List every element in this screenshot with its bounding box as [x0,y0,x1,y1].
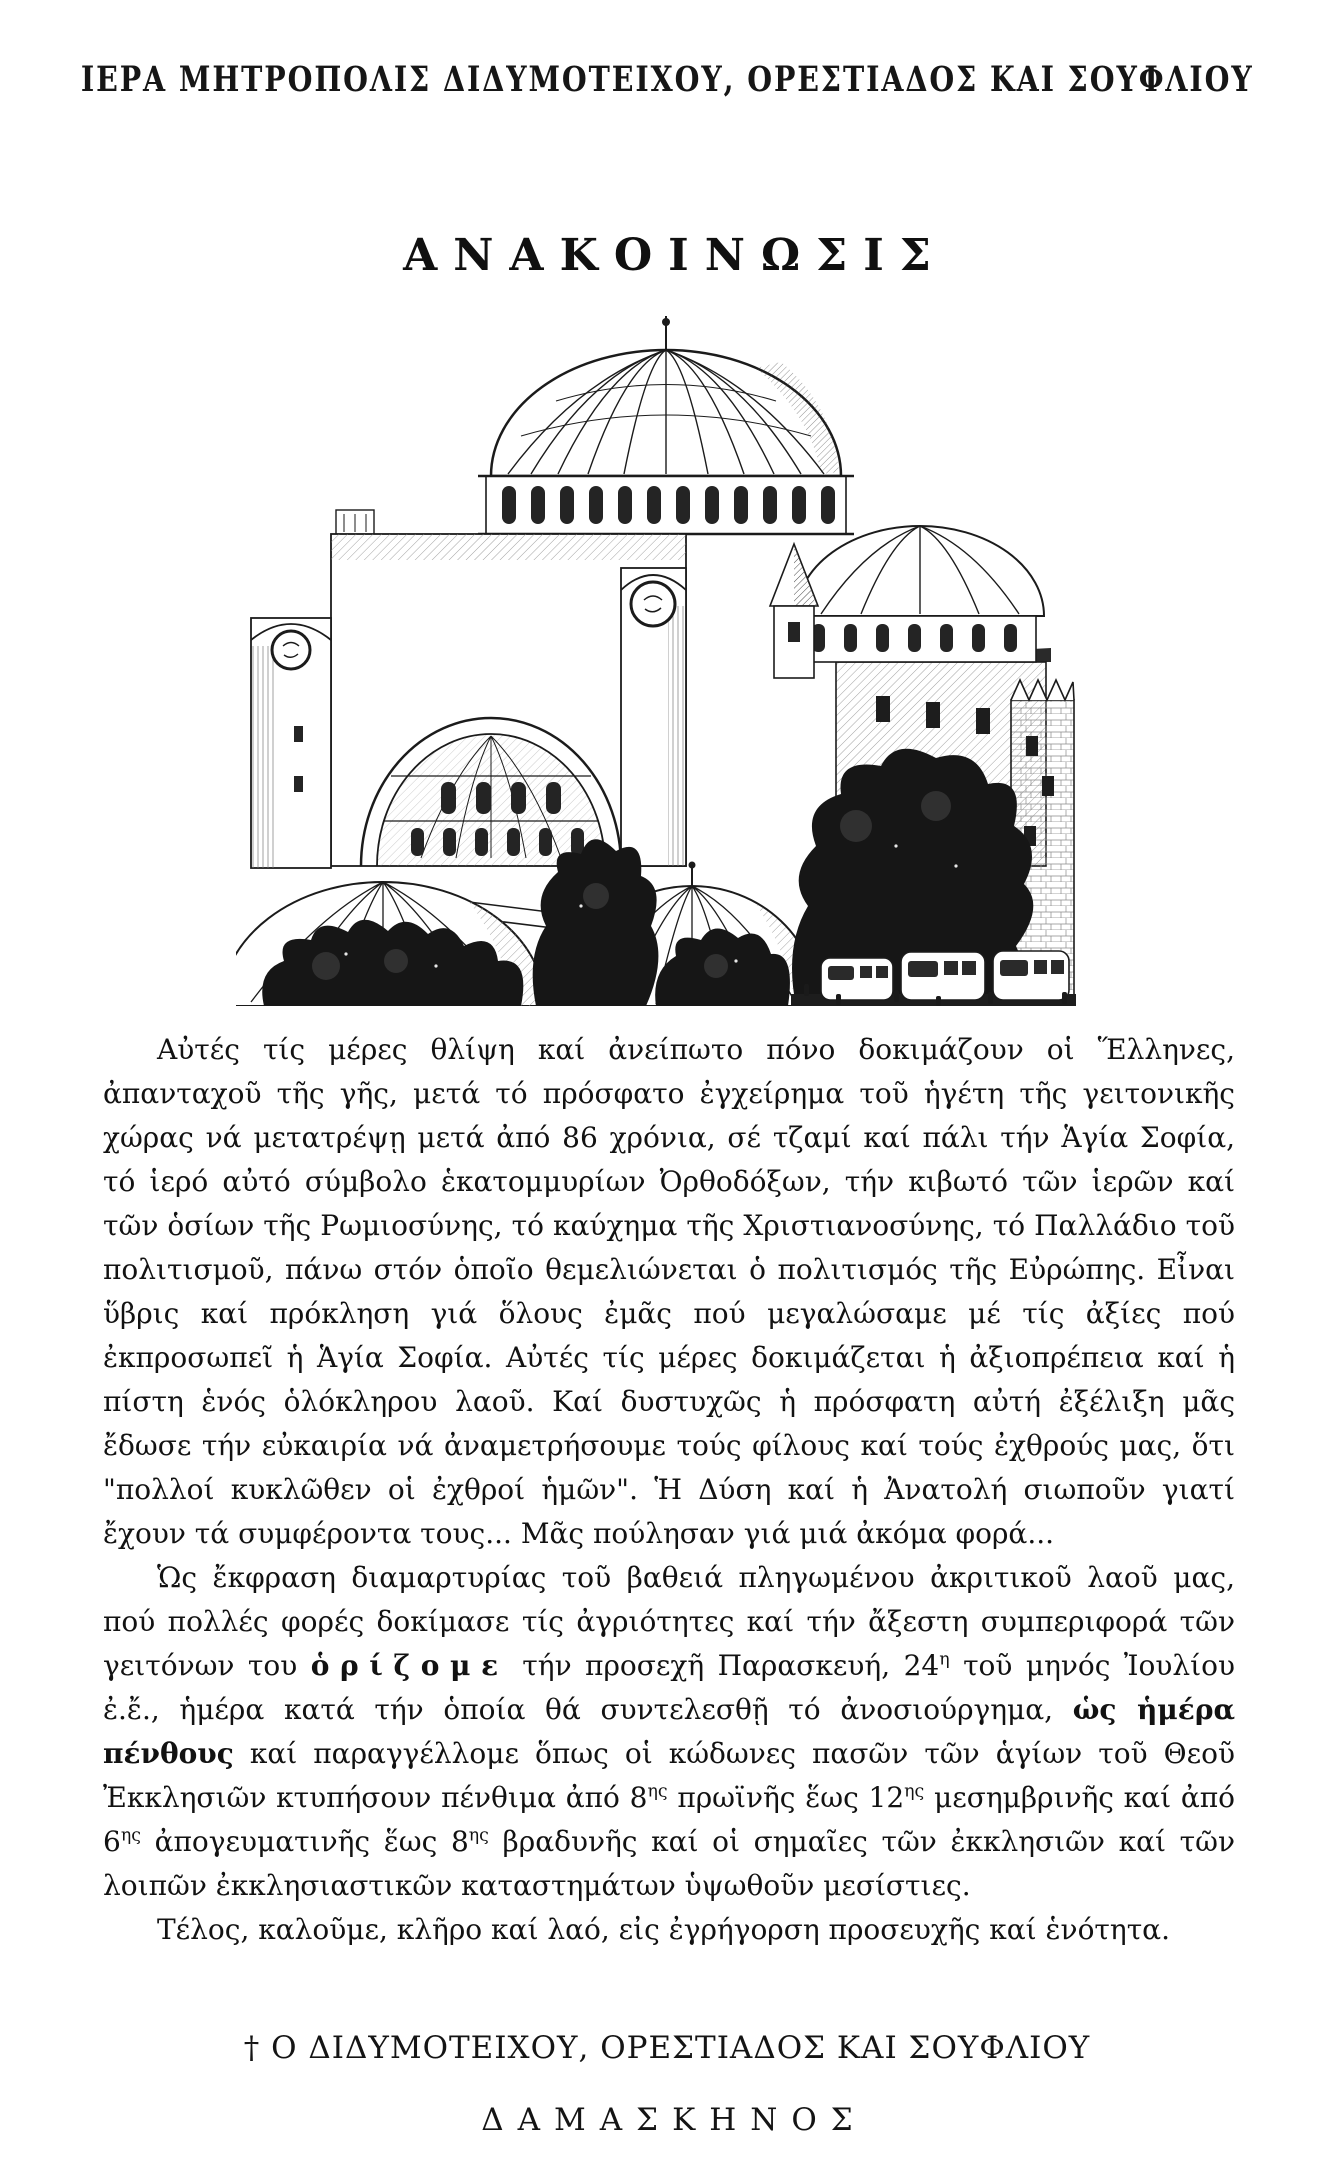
body-text-segment: ἀπογευματινῆς ἕως 8 [140,1825,469,1858]
superscript-ordinal: ης [120,1825,141,1846]
superscript-ordinal: ης [468,1825,489,1846]
hagia-sophia-illustration [236,306,1076,1006]
metropolis-letterhead [0,60,1334,100]
body-text-segment: Ὡς ἔκφραση διαμαρτυρίας τοῦ βαθειά πληγωμένου ἀκριτικοῦ λαοῦ μας, πού πολλές φορές δοκίμασε τίς ἀγριότητες καί τήν ἄξεστη συμπεριφορά τῶν γειτόνων του [103,1561,1235,1682]
signature-name: ΔΑΜΑΣΚΗΝΟΣ [481,2102,867,2138]
dome-drum [478,476,854,534]
body-paragraph [103,1028,1235,1556]
west-facade [251,510,686,868]
main-dome [491,316,841,476]
emphasis-text: ὁρίζομε [310,1649,509,1682]
body-text-segment: καί παραγγέλλομε ὅπως οἱ κώδωνες πασῶν τῶν ἁγίων τοῦ Θεοῦ Ἐκκλησιῶν κτυπήσουν πένθιμα ἀπό 8 [103,1737,1235,1814]
body-text-segment: Τέλος, καλοῦμε, κλῆρο καί λαό, εἰς ἐγρήγορση προσευχῆς καί ἑνότητα. [157,1913,1170,1946]
hagia-sophia-engraving-svg [236,306,1076,1006]
superscript-ordinal: ης [647,1781,668,1802]
superscript-ordinal: η [939,1649,950,1670]
body-paragraph [103,1556,1235,1908]
signature-title: † Ο ΔΙΔΥΜΟΤΕΙΧΟΥ, ΟΡΕΣΤΙΑΔΟΣ ΚΑΙ ΣΟΥΦΛΙΟΥ [243,2030,1091,2066]
metropolis-letterhead-text: ΙΕΡΑ ΜΗΤΡΟΠΟΛΙΣ ΔΙΔΥΜΟΤΕΙΧΟΥ, ΟΡΕΣΤΙΑΔΟΣ ΚΑΙ ΣΟΥΦΛΙΟΥ [80,60,1254,100]
body-text-segment: πρωϊνῆς ἕως 12 [667,1781,905,1814]
body-text-segment: βραδυνῆς καί οἱ σημαῖες τῶν ἐκκλησιῶν καί τῶν λοιπῶν ἐκκλησιαστικῶν καταστημάτων ὑψωθοῦν μεσίστιες. [103,1825,1235,1902]
body-text-segment: μεσημβρινῆς καί ἀπό 6 [103,1781,1235,1858]
emphasis-text: ὡς ἡμέρα πένθους [103,1693,1235,1770]
buses-and-crowd [791,951,1076,1006]
announcement-title: ΑΝΑΚΟΙΝΩΣΙΣ [403,230,947,281]
announcement-body [103,1028,1235,1952]
superscript-ordinal: ης [904,1781,925,1802]
body-text-segment: τήν προσεχῆ Παρασκευή, 24 [508,1649,940,1682]
body-paragraph [103,1908,1235,1952]
body-text-segment: τοῦ μηνός Ἰουλίου ἐ.ἔ., ἡμέρα κατά τήν ὁποία θά συντελεσθῇ τό ἀνοσιούργημα, [103,1649,1235,1726]
body-text-segment: Αὐτές τίς μέρες θλίψη καί ἀνείπωτο πόνο δοκιμάζουν οἱ Ἕλληνες, ἀπανταχοῦ τῆς γῆς, μετά τό πρόσφατο ἐγχείρημα τοῦ ἡγέτη τῆς γειτονικῆς χώρας νά μετατρέψῃ μετά ἀπό 86 χρόνια, σέ τζαμί καί πάλι τήν Ἁγία Σοφία, τό ἱερό αὐτό σύμβολο ἑκατομμυρίων Ὀρθοδόξων, τήν κιβωτό τῶν ἱερῶν καί τῶν ὁσίων τῆς Ρωμιοσύνης, τό καύχημα τῆς Χριστιανοσύνης, τό Παλλάδιο τοῦ πολιτισμοῦ, πάνω στόν ὁποῖο θεμελιώνεται ὁ πολιτισμός τῆς Εὐρώπης. Εἶναι ὕβρις καί πρόκληση γιά ὅλους ἐμᾶς πού μεγαλώσαμε μέ τίς ἀξίες πού ἐκπροσωπεῖ ἡ Ἁγία Σοφία. Αὐτές τίς μέρες δοκιμάζεται ἡ ἀξιοπρέπεια καί ἡ πίστη ἑνός ὁλόκληρου λαοῦ. Καί δυστυχῶς ἡ πρόσφατη αὐτή ἐξέλιξη μᾶς ἔδωσε τήν εὐκαιρία νά ἀναμετρήσουμε τούς φίλους καί τούς ἐχθρούς μας, ὅτι "πολλοί κυκλῶθεν οἱ ἐχθροί ἡμῶν". Ἡ Δύση καί ἡ Ἀνατολή σιωποῦν γιατί ἔχουν τά συμφέροντα τους... Μᾶς πούλησαν γιά μιά ἀκόμα φορά... [103,1033,1235,1550]
